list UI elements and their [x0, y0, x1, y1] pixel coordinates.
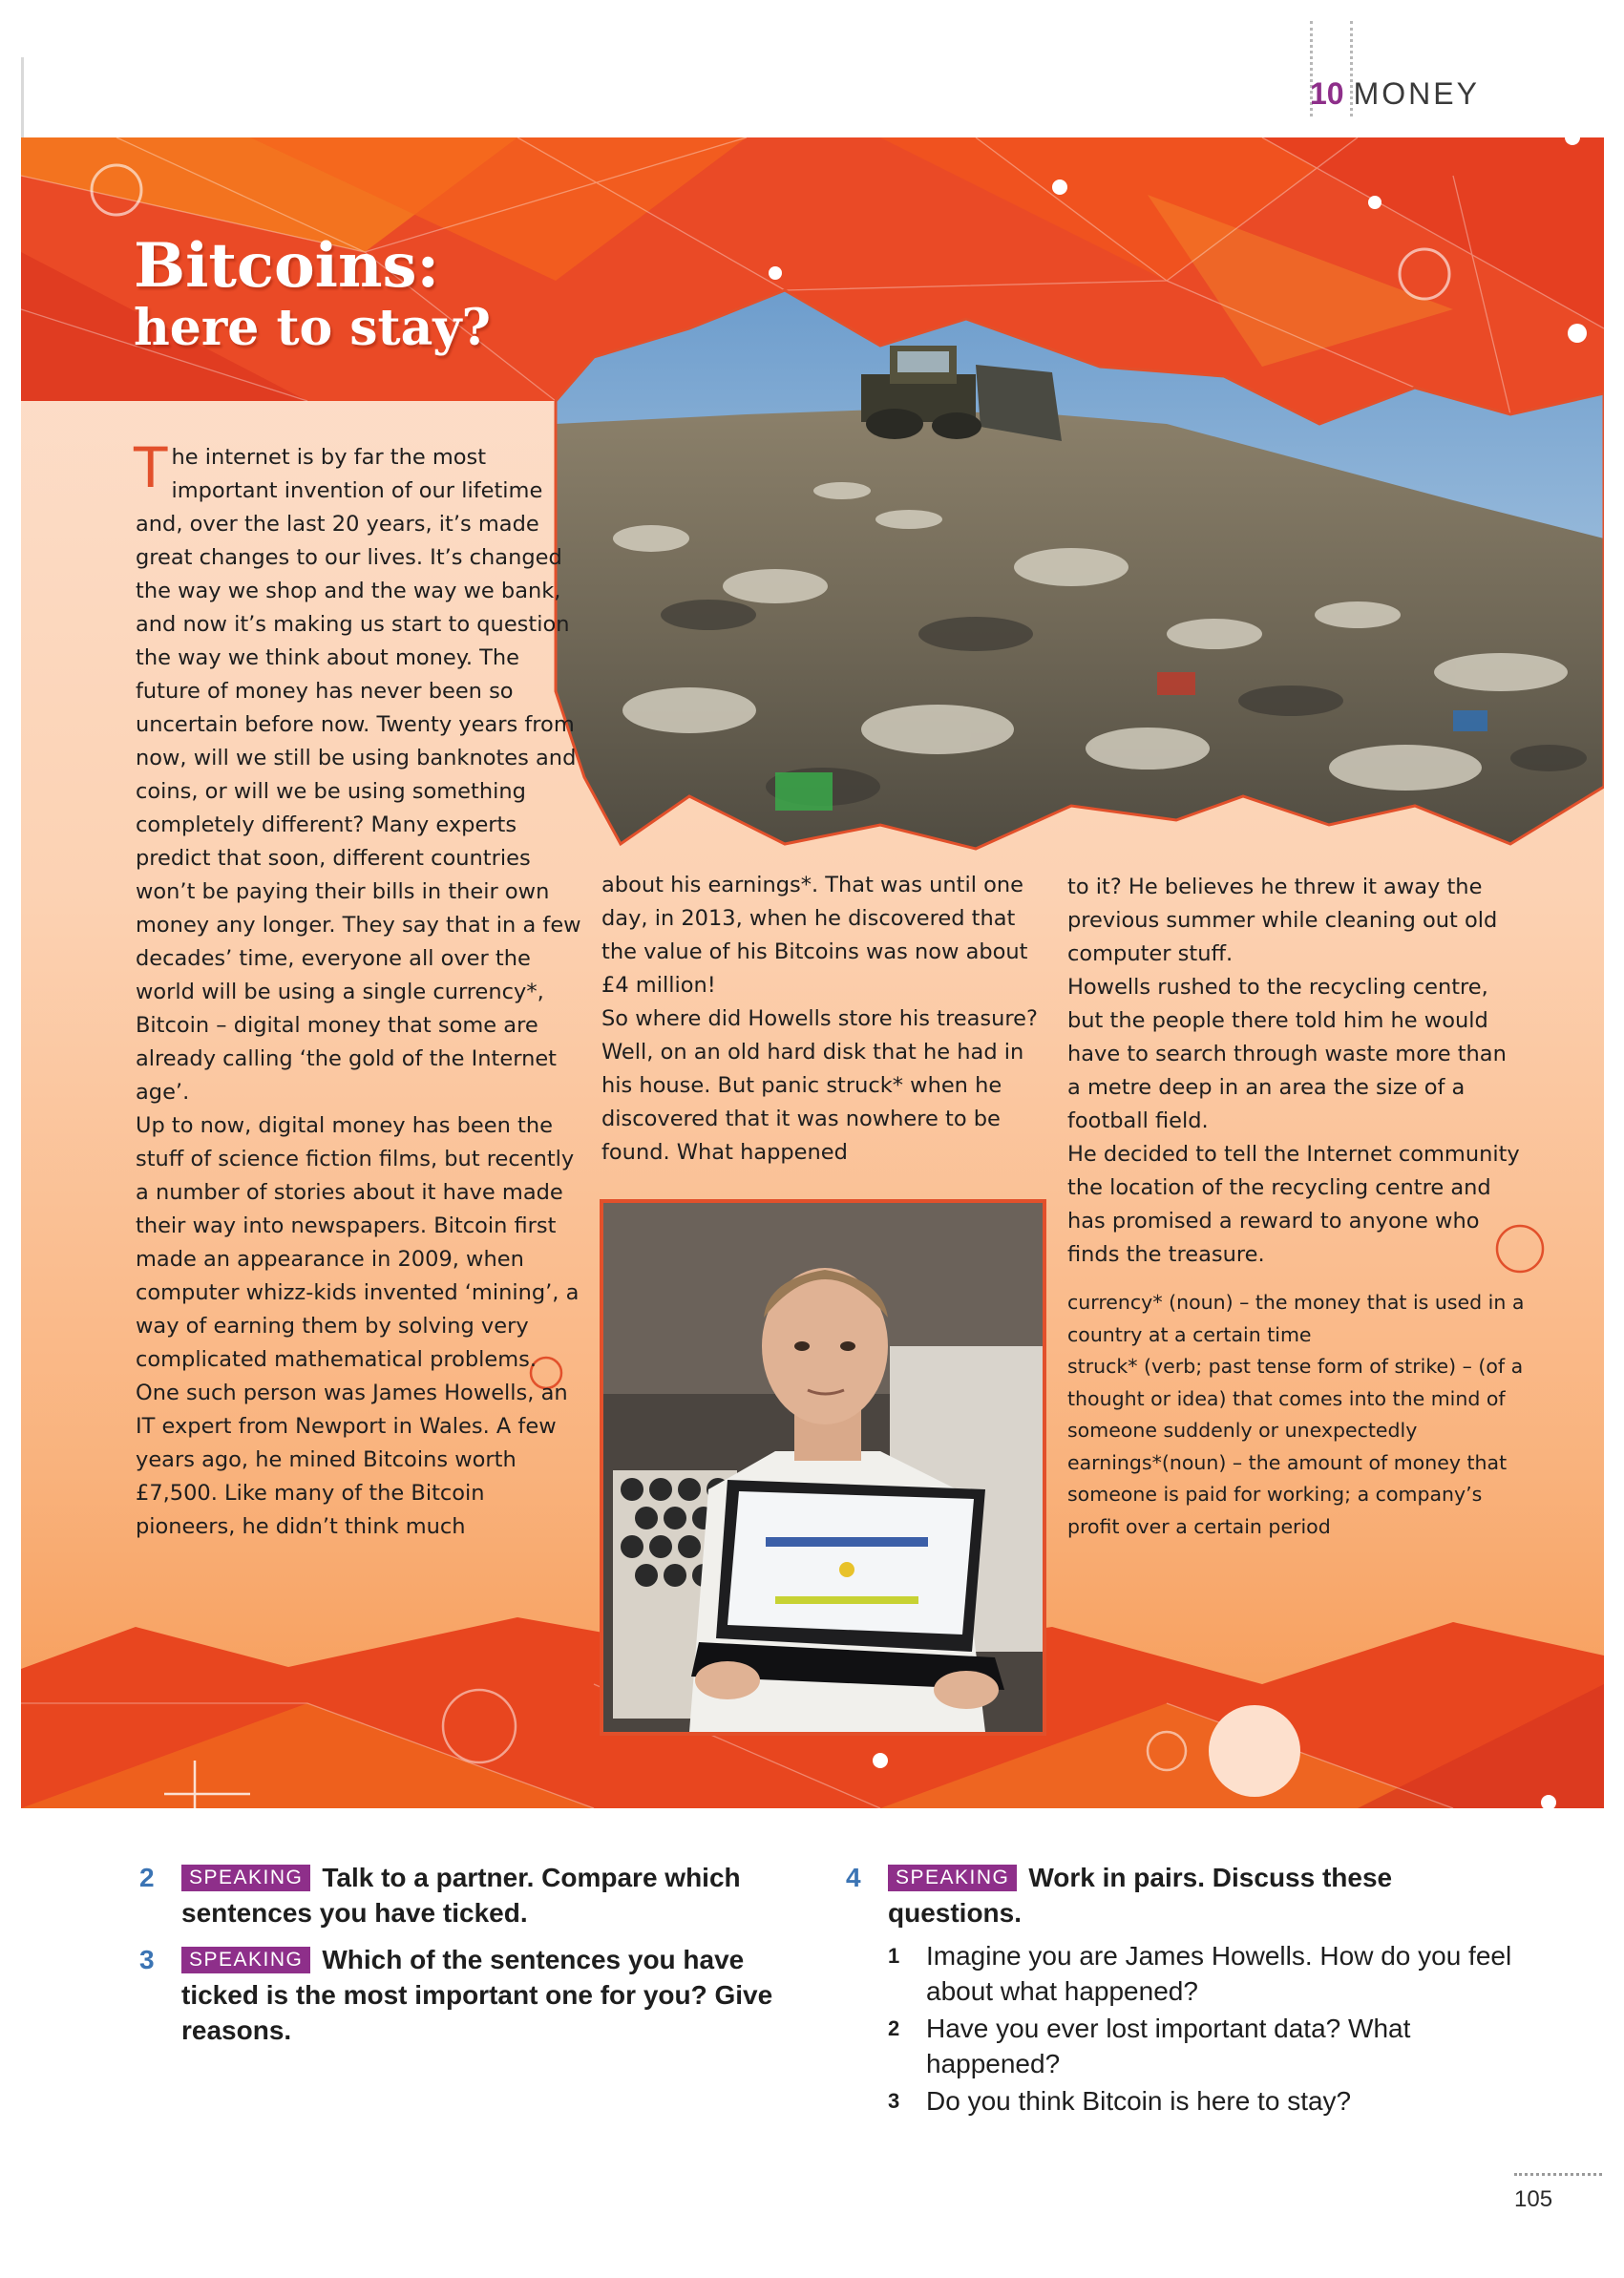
page-number-rule [1514, 2173, 1602, 2176]
paragraph: One such person was James Howells, an IT expert from Newport in Wales. A few years ago, he mined Bitcoins worth £7,500. Like many of the Bitcoin pioneers, he didn’t think much [136, 1381, 568, 1539]
exercise-number: 4 [846, 1863, 861, 1892]
title-line-2: here to stay? [134, 299, 491, 357]
article-title [134, 230, 491, 357]
paragraph: about his earnings*. That was until one day, in 2013, when he discovered that the value of his Bitcoins was now about £4 million! [601, 873, 1028, 998]
exercise-instruction: Talk to a partner. Compare which sentences you have ticked. [181, 1863, 741, 1928]
exercise-instruction: Which of the sentences you have ticked is the most important one for you? Give reasons. [181, 1945, 773, 2045]
exercise-instruction: Work in pairs. Discuss these questions. [888, 1863, 1393, 1928]
question-item [888, 2011, 1518, 2081]
glossary-entry: currency* (noun) – the money that is used in a country at a certain time [1067, 1291, 1525, 1346]
paragraph: He decided to tell the Internet community the location of the recycling centre and has promised a reward to anyone who finds the treasure. [1067, 1142, 1520, 1267]
glossary-entry: earnings*(noun) – the amount of money that someone is paid for working; a company’s profit over a certain period [1067, 1450, 1508, 1538]
drop-cap: T [134, 435, 168, 500]
paragraph: Up to now, digital money has been the stuff of science fiction films, but recently a number of stories about it have made their way into newspapers. Bitcoin first made an appearance in 2009, when computer whizz-kids invented ‘mining’, a way of earning them by solving very complicated mathematical problems. [136, 1113, 580, 1372]
page-number: 105 [1514, 2186, 1553, 2212]
exercise-number: 3 [139, 1945, 155, 1974]
paragraph: Howells rushed to the recycling centre, but the people there told him he would have to search through waste more than a metre deep in an area the size of a football field. [1067, 975, 1507, 1133]
glossary [1067, 1287, 1526, 1543]
question-number: 2 [888, 2016, 900, 2040]
man-with-laptop-illustration [603, 1203, 1043, 1732]
chapter-number: 10 [1310, 76, 1344, 111]
exercise-3 [139, 1942, 792, 2048]
discussion-questions [888, 1938, 1518, 2120]
question-text: Do you think Bitcoin is here to stay? [926, 2086, 1352, 2116]
speaking-badge: SPEAKING [181, 1865, 310, 1891]
article-column-2 [601, 869, 1041, 1170]
exercise-2 [139, 1860, 792, 1930]
chapter-title: MONEY [1353, 76, 1480, 111]
speaking-badge: SPEAKING [181, 1947, 310, 1973]
question-number: 3 [888, 2089, 900, 2113]
glossary-entry: struck* (verb; past tense form of strike) – (of a thought or idea) that comes into the mind of someone suddenly or unexpectedly [1067, 1355, 1524, 1442]
question-text: Have you ever lost important data? What happened? [926, 2014, 1411, 2078]
paragraph-text: he internet is by far the most important invention of our lifetime and, over the last 20 years, it’s made great changes to our lives. It’s changed the way we shop and the way we bank, and now it’s making us start to question the way we think about money. The future of money has never been so uncertain before now. Twenty years from now, will we still be using banknotes and coins, or will we be using something completely different? Many experts predict that soon, different countries won’t be paying their bills in their own money any longer. They say that in a few decades’ time, everyone all over the world will be using a single currency*, Bitcoin – digital money that some are already calling ‘the gold of the Internet age’. [136, 445, 581, 1105]
paragraph: So where did Howells store his treasure? Well, on an old hard disk that he had in his house. But panic struck* when he discovered that it was nowhere to be found. What happened [601, 1006, 1038, 1165]
question-item [888, 1938, 1518, 2009]
question-item [888, 2083, 1518, 2119]
chapter-header [1298, 76, 1480, 112]
paragraph [134, 435, 584, 1109]
speaking-badge: SPEAKING [888, 1865, 1017, 1891]
james-howells-photo [600, 1199, 1046, 1736]
title-line-1: Bitcoins: [134, 230, 440, 302]
exercise-4 [846, 1860, 1499, 1930]
article-column-3 [1067, 871, 1526, 1543]
paragraph: to it? He believes he threw it away the previous summer while cleaning out old computer stuff. [1067, 875, 1498, 966]
question-text: Imagine you are James Howells. How do you feel about what happened? [926, 1941, 1512, 2006]
exercise-number: 2 [139, 1863, 155, 1892]
article-column-1 [134, 435, 584, 1544]
article-panel [21, 137, 1604, 1808]
question-number: 1 [888, 1944, 900, 1968]
